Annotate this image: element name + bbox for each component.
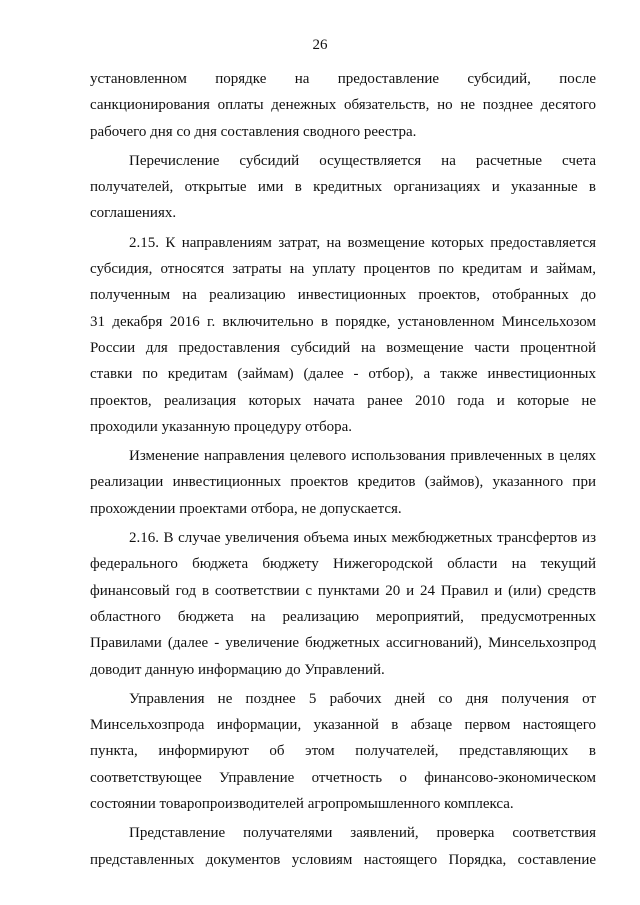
text-line: Минсельхозпрода информации, указанной в абзаце первом настоящего [90,717,596,734]
paragraph [90,66,596,145]
paragraph [90,525,596,683]
paragraph [90,148,596,227]
paragraph [90,686,596,817]
text-line: состоянии товаропроизводителей агропромышленного комплекса. [90,796,514,813]
text-line: Правилами (далее - увеличение бюджетных ассигнований), Минсельхозпрод [90,635,596,652]
text-line: 2.16. В случае увеличения объема иных межбюджетных трансфертов из [129,530,596,547]
text-line: санкционирования оплаты денежных обязательств, но не позднее десятого [90,97,596,114]
document-body [90,66,596,876]
text-line: рабочего дня со дня составления сводного реестра. [90,123,417,140]
text-line: Управления не позднее 5 рабочих дней со дня получения от [129,690,596,707]
text-line: представленных документов условиям настоящего Порядка, составление [90,851,596,868]
paragraph [90,443,596,522]
text-line: областного бюджета на реализацию мероприятий, предусмотренных [90,608,596,625]
text-line: Представление получателями заявлений, проверка соответствия [129,825,596,842]
text-line: финансовый год в соответствии с пунктами 20 и 24 Правил и (или) средств [90,582,596,599]
text-line: 31 декабря 2016 г. включительно в порядке, установленном Минсельхозом [90,313,596,330]
paragraph [90,230,596,440]
text-line: проходили указанную процедуру отбора. [90,418,352,435]
text-line: Изменение направления целевого использования привлеченных в целях [129,448,596,465]
text-line: реализации инвестиционных проектов кредитов (займов), указанного при [90,474,596,491]
text-line: пункта, информируют об этом получателей, представляющих в [90,743,596,760]
text-line: субсидия, относятся затраты на уплату процентов по кредитам и займам, [90,261,596,278]
paragraph [90,820,596,873]
text-line: Перечисление субсидий осуществляется на расчетные счета [129,152,596,169]
text-line: прохождении проектами отбора, не допускается. [90,500,402,517]
text-line: установленном порядке на предоставление субсидий, после [90,71,596,87]
text-line: соответствующее Управление отчетность о финансово-экономическом [90,769,596,786]
text-line: 2.15. К направлениям затрат, на возмещение которых предоставляется [129,234,596,251]
text-line: проектов, реализация которых начата ранее 2010 года и которые не [90,392,596,409]
text-line: России для предоставления субсидий на возмещение части процентной [90,339,596,356]
text-line: доводит данную информацию до Управлений. [90,661,385,678]
page-number: 26 [312,37,328,53]
text-line: получателей, открытые ими в кредитных организациях и указанные в [90,179,596,196]
text-line: ставки по кредитам (займам) (далее - отбор), а также инвестиционных [90,366,596,383]
text-line: полученным на реализацию инвестиционных проектов, отобранных до [90,287,596,304]
text-line: соглашениях. [90,205,177,222]
text-line: федерального бюджета бюджету Нижегородской области на текущий [90,556,596,573]
